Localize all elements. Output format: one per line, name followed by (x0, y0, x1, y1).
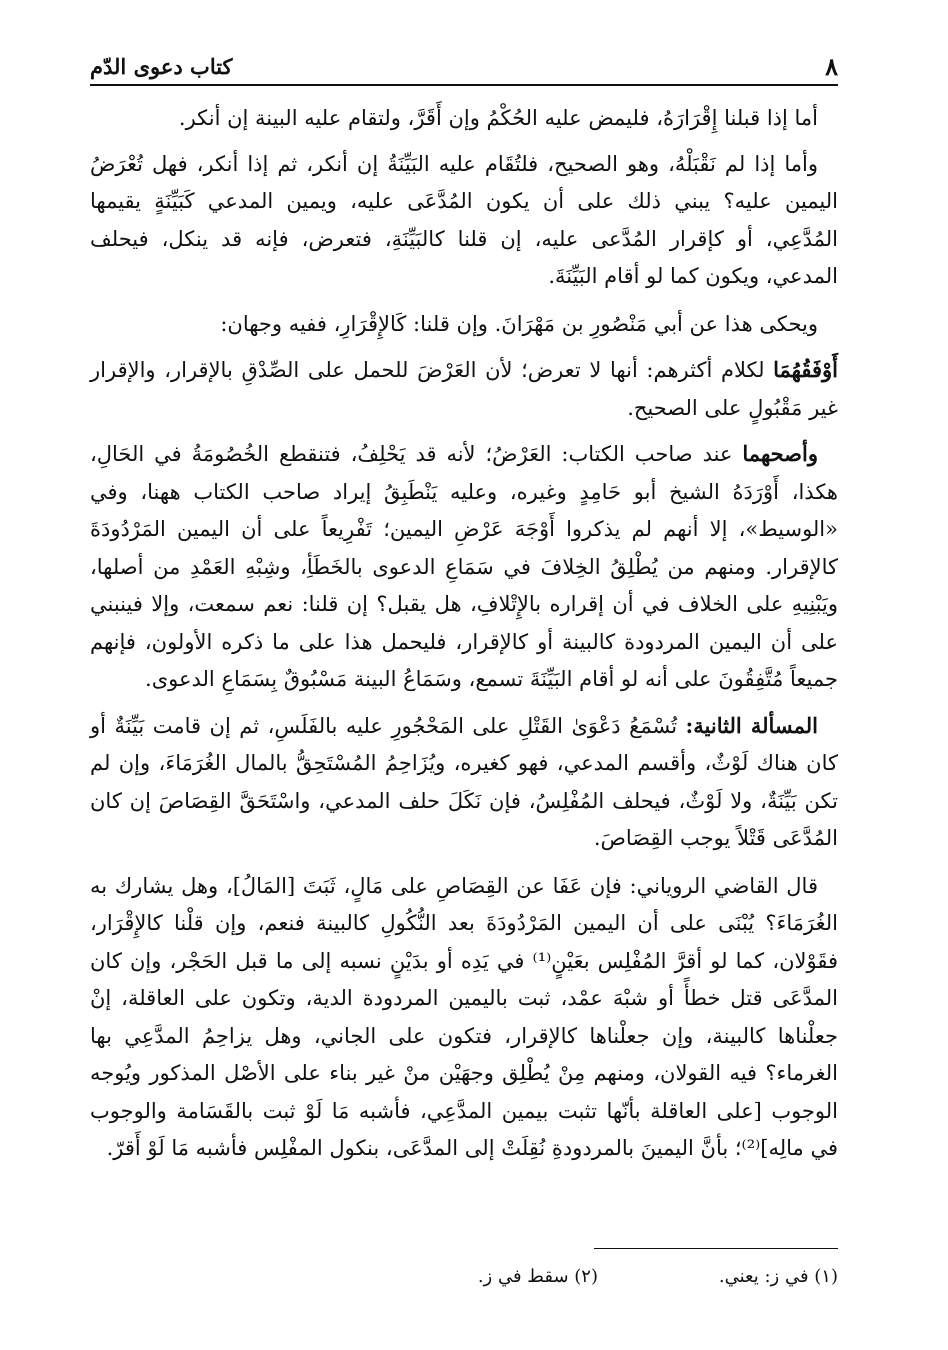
paragraph (90, 306, 838, 344)
body-text (90, 100, 838, 1168)
footnote-2: (٢) سقط في ز. (477, 1266, 598, 1287)
paragraph (90, 351, 838, 427)
footnote-divider (594, 1248, 838, 1249)
paragraph-lead: أَوْفَقُهُمَا (773, 357, 838, 382)
paragraph-text: عند صاحب الكتاب: العَرْضُ؛ لأنه قد يَحْلِفُ، فتنقطع الخُصُومَةُ في الحَالِ، هكذا، أَوْرَدَهُ الشيخ أبو حَامِدٍ وغيره، وعليه يَنْطَبِقُ إيراد صاحب الكتاب ههنا، وفي «الوسيط»، إلا أنهم لم يذكروا أَوْجَهَ عَرْضِ اليمين؛ تَفْرِيعاً على أن اليمين المَرْدُودَةَ كالإقرار. ومنهم من يُطْلِقُ الخِلافَ في سَمَاعِ الدعوى بالخَطَأِ، وشِبْهِ العَمْدِ من أصلها، ويَبْنِيهِ على الخلاف في أن إقراره بالإِتْلافِ، هل يقبل؟ إن قلنا: نعم سمعت، وإلا فينبني على أن اليمين المردودة كالبينة أو كالإقرار، فليحمل هذا على ما ذكره الأولون، فإنهم جميعاً مُتَّفِقُونَ على أنه لو أقام البَيِّنَةَ تسمع، وسَمَاعُ البينة مَسْبُوقٌ بِسَمَاعِ الدعوى. (90, 442, 838, 691)
book-title: كتاب دعوى الدّم (90, 54, 233, 79)
paragraph-text: أما إذا قبلنا إِقْرَارَهُ، فليمض عليه الحُكْمُ وإن أَقَرَّ، ولتقام عليه البينة إن أنكر. (178, 106, 818, 130)
footnote-1: (١) في ز: يعني. (718, 1266, 838, 1287)
page-number: ٨ (825, 52, 838, 81)
paragraph-text: لكلام أكثرهم: أنها لا تعرض؛ لأن العَرْضَ للحمل على الصِّدْقِ بالإقرار، والإقرار غير مَقْبُولٍ على الصحيح. (90, 358, 838, 420)
section-heading: المسألة الثانية: (685, 712, 818, 738)
paragraph-text: تُسْمَعُ دَعْوَىٰ القَتْلِ على المَحْجُورِ عليه بالفَلَسِ، ثم إن قامت بَيِّنَةٌ أو كان هناك لَوْثٌ، وأقسم المدعي، فهو كغيره، ويُزَاحِمُ المُسْتَحِقُّ بالمال الغُرَمَاءَ، وإن لم تكن بَيِّنَةٌ، ولا لَوْثٌ، فيحلف المُفْلِسُ، فإن نَكَلَ حلف المدعي، واسْتَحَقَّ القِصَاصَ إن كان المُدَّعَى قَتْلاً يوجب القِصَاصَ. (90, 713, 838, 850)
paragraph (90, 100, 838, 138)
paragraph (90, 146, 838, 296)
footnotes (90, 1260, 838, 1296)
paragraph (90, 707, 838, 858)
document-page (90, 48, 838, 1308)
running-header (90, 48, 838, 86)
paragraph (90, 435, 838, 699)
paragraph-text: ويحكى هذا عن أبي مَنْصُورِ بن مَهْرَانَ. وإن قلنا: كَالإِقْرَارِ، ففيه وجهان: (220, 311, 818, 336)
paragraph-text: قال القاضي الروياني: فإن عَفَا عن القِصَاصِ على مَالٍ، ثَبَتَ [المَالُ]، وهل يشارك به الغُرَمَاءَ؟ يُبْنَى على أن اليمين المَرْدُودَةَ بعد النُّكُولِ كالبينة فنعم، وإن قلْنا كالإِقْرَار، فقَوْلان، كما لو أقرَّ المُفْلِس بعَيْنٍ⁽¹⁾ في يَدِه أو بدَيْنٍ نسبه إلى ما قبل الحَجْر، وإن كان المدَّعَى قتل خطأً أو شبْهَ عمْد، ثبت باليمين المردودة الدية، وتكون على العاقلة، إنْ جعلْناها كالبينة، وإن جعلْناها كالإقرار، فتكون على الجاني، وهل يزاحِمُ المدَّعِي بها الغرماء؟ فيه القولان، ومنهم مِنْ يُطْلِق وجهَيْن منْ غير بناء على الأصْل المذكور ويُوجه الوجوب [على العاقلة بأنّها تثبت بيمين المدَّعِي، فأشبه مَا لَوْ ثبت بالقَسَامة والوجوب في مالِه]⁽²⁾؛ بأنَّ اليمينَ بالمردودةِ نُقِلَتْ إلى المدَّعَى، بنكول المفْلِس فأشبه مَا لَوْ أَقرّ. (90, 873, 839, 1160)
paragraph-lead: وأصحهما (742, 441, 818, 466)
paragraph (90, 868, 838, 1168)
paragraph-text: وأما إذا لم نَقْبَلْهُ، وهو الصحيح، فلتُقَام عليه البَيِّنَةُ إن أنكر، ثم إذا أنكر، فهل تُعْرَضُ اليمين عليه؟ يبني ذلك على أن يكون المُدَّعَى عليه، ويمين المدعي كَبَيِّنَةٍ يقيمها المُدَّعِي، أو كإقرار المُدَّعى عليه، إن قلنا كالبَيِّنَةِ، فتعرض، فإنه قد ينكل، فيحلف المدعي، ويكون كما لو أقام البَيِّنَةَ. (90, 151, 838, 288)
